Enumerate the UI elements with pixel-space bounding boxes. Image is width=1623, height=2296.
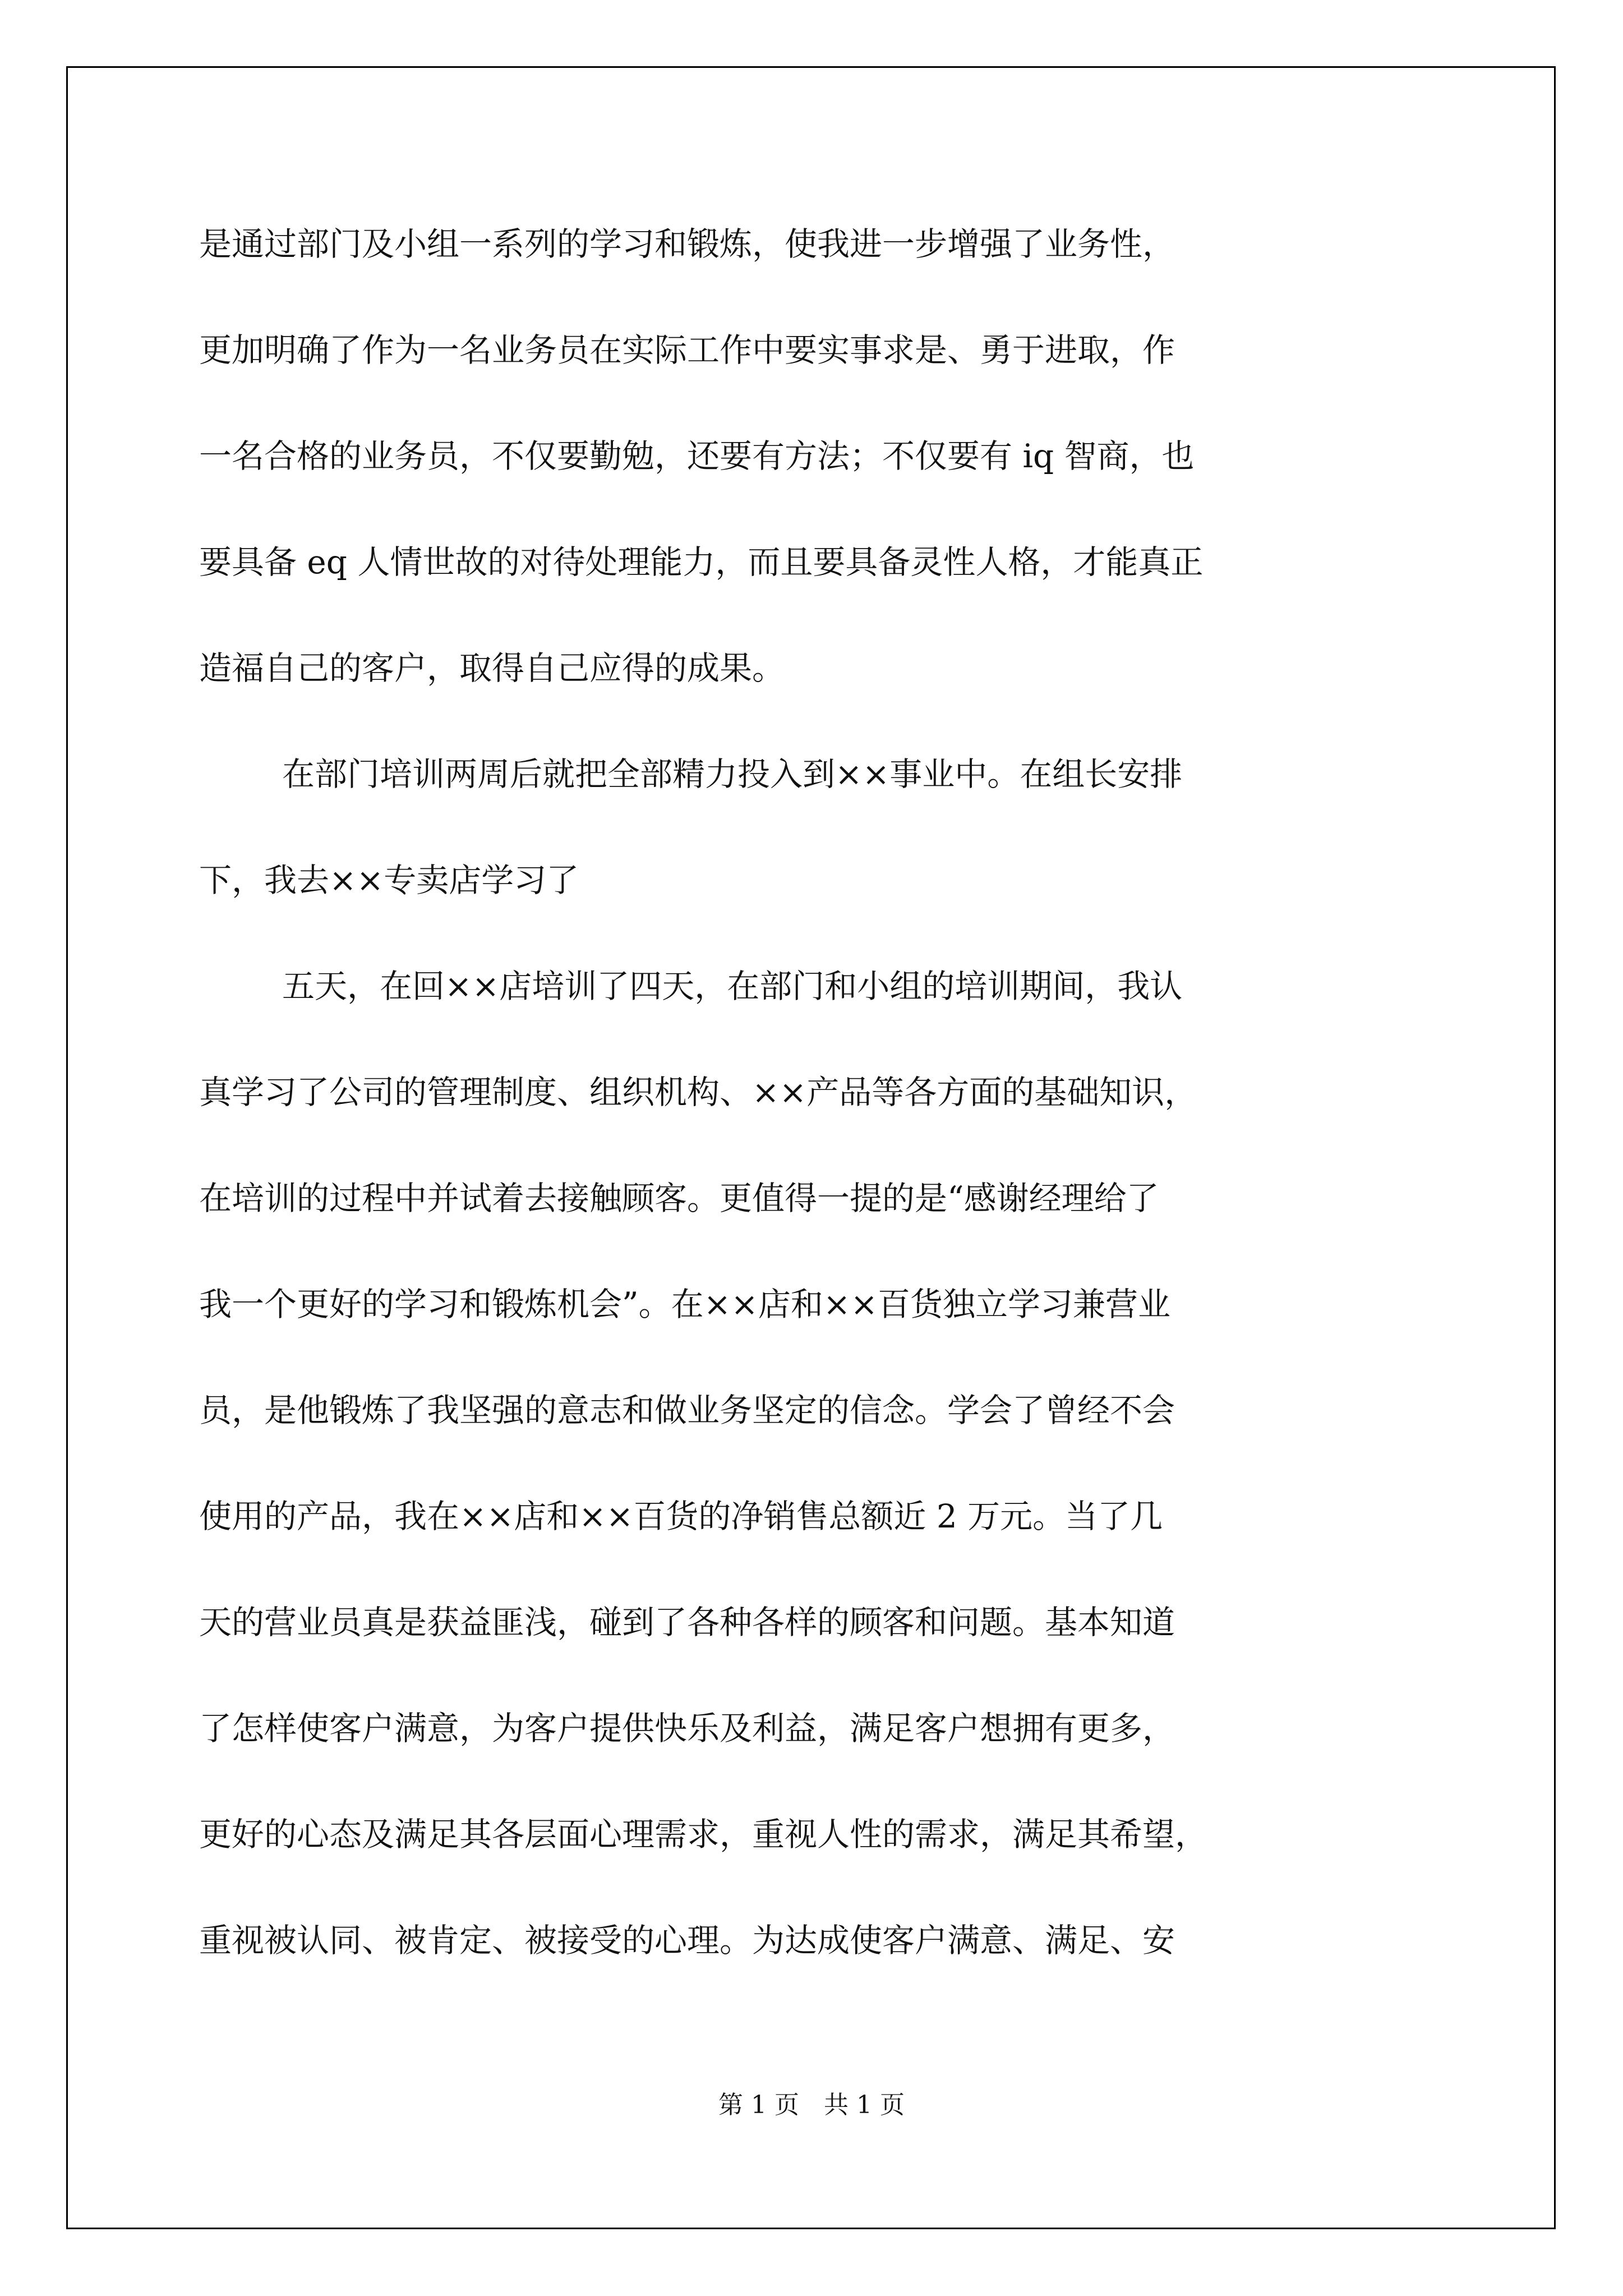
text-line: 使用的产品，我在××店和××百货的净销售总额近 2 万元。当了几	[199, 1497, 1163, 1535]
page-footer: 第 1 页 共 1 页	[718, 2091, 905, 2119]
text-line: 一名合格的业务员，不仅要勤勉，还要有方法；不仅要有 iq 智商，也	[199, 437, 1195, 475]
text-line: 造福自己的客户，取得自己应得的成果。	[199, 649, 785, 687]
text-line: 我一个更好的学习和锻炼机会”。在××店和××百货独立学习兼营业	[199, 1285, 1171, 1323]
text-line: 重视被认同、被肯定、被接受的心理。为达成使客户满意、满足、安	[199, 1921, 1175, 1959]
text-line: 要具备 eq 人情世故的对待处理能力，而且要具备灵性人格，才能真正	[199, 543, 1204, 581]
text-line: 员，是他锻炼了我坚强的意志和做业务坚定的信念。学会了曾经不会	[199, 1391, 1175, 1429]
text-line: 更加明确了作为一名业务员在实际工作中要实事求是、勇于进取，作	[199, 331, 1175, 369]
text-line: 真学习了公司的管理制度、组织机构、××产品等各方面的基础知识，	[199, 1073, 1197, 1111]
text-line: 是通过部门及小组一系列的学习和锻炼，使我进一步增强了业务性，	[199, 225, 1175, 263]
paragraph-start-line: 五天，在回××店培训了四天，在部门和小组的培训期间，我认	[282, 967, 1183, 1005]
paragraph-start-line: 在部门培训两周后就把全部精力投入到××事业中。在组长安排	[282, 755, 1183, 793]
text-line: 下，我去××专卖店学习了	[199, 861, 579, 899]
text-line: 在培训的过程中并试着去接触顾客。更值得一提的是“感谢经理给了	[199, 1179, 1159, 1217]
text-line: 天的营业员真是获益匪浅，碰到了各种各样的顾客和问题。基本知道	[199, 1603, 1175, 1641]
text-line: 了怎样使客户满意，为客户提供快乐及利益，满足客户想拥有更多，	[199, 1709, 1175, 1747]
text-line: 更好的心态及满足其各层面心理需求，重视人性的需求，满足其希望，	[199, 1815, 1208, 1853]
document-body	[199, 218, 1455, 2020]
